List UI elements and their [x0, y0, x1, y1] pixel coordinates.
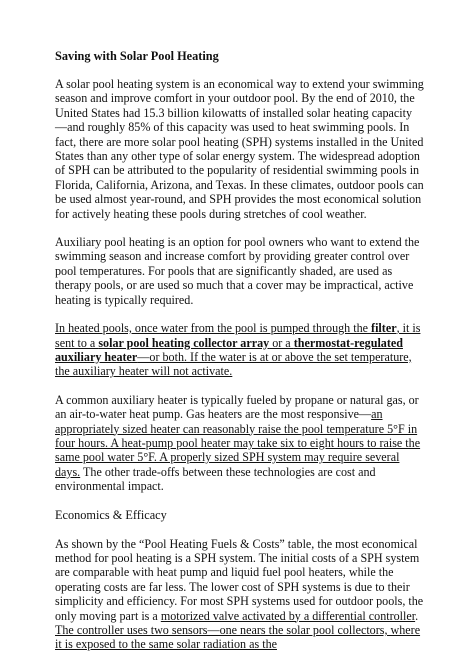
text-span: or a: [269, 335, 294, 350]
text-span: , it is sent to a: [55, 321, 421, 350]
auxiliary-heater-link[interactable]: thermostat-regulated auxiliary heater: [55, 335, 403, 364]
paragraph-gap: [55, 221, 424, 235]
filter-link[interactable]: filter: [371, 321, 397, 336]
text-span: .: [415, 608, 419, 623]
motorized-valve-link[interactable]: motorized valve activated by a differential controller: [160, 608, 416, 623]
paragraph-heater-types: [55, 393, 424, 494]
paragraph-gap: [55, 379, 424, 393]
text-span: In heated pools, once water from the pool is pumped through the: [55, 321, 372, 336]
underlined-text: The controller uses two sensors—one nears the solar pool collectors, where it is exposed to the same solar radiation as the: [55, 623, 421, 652]
paragraph-economics: [55, 537, 424, 652]
paragraph-auxiliary: Auxiliary pool heating is an option for pool owners who want to extend the swimming season and increase comfort by providing greater control over pool temperatures. For pools that are significantly shaded, are used as therapy pools, or are used so much that a cover may be impractical, active heating is typically required.: [55, 235, 420, 307]
paragraph-gap: [55, 523, 424, 537]
section-heading: Economics & Efficacy: [55, 507, 167, 522]
text-span: As shown by the “Pool Heating Fuels & Costs” table, the most economical method for pool heating is a SPH system. The initial costs of a SPH system are comparable with heat pump and liquid fuel pool heaters, while the operating costs are far less. The lower cost of SPH systems is due to their simplicity and efficiency. For most SPH systems used for outdoor pools, the only moving part is a: [55, 536, 424, 623]
text-span: A common auxiliary heater is typically fueled by propane or natural gas, or an air-to-water heat pump. Gas heaters are the most responsive—: [55, 392, 419, 422]
document-title: Saving with Solar Pool Heating: [55, 49, 219, 63]
paragraph-intro: A solar pool heating system is an economical way to extend your swimming season and improve comfort in your outdoor pool. By the end of 2010, the United States had 15.3 billion kilowatts of installed solar heating capacity—and roughly 85% of this capacity was used to heat swimming pools. In fact, there are more solar pool heating (SPH) systems installed in the United States than any other type of solar energy system. The widespread adoption of SPH can be attributed to the popularity of residential swimming pools in Florida, California, Arizona, and Texas. In these climates, outdoor pools can be used almost year-round, and SPH provides the most economical solution for actively heating these pools during stretches of cool weather.: [55, 77, 424, 221]
paragraph-gap: [55, 307, 424, 321]
text-span: The other trade-offs between these technologies are cost and environmental impact.: [55, 464, 376, 494]
paragraph-heated-pools: [55, 321, 424, 379]
text-span: —or both. If the water is at or above the set temperature, the auxiliary heater will not activate.: [55, 349, 412, 379]
paragraph-gap: [55, 494, 424, 508]
underlined-text: an appropriately sized heater can reasonably raise the pool temperature 5°F in four hours. A heat-pump pool heater may take six to eight hours to raise the same pool water 5°F. A properly sized SPH system may require several days.: [55, 407, 421, 479]
solar-collector-link[interactable]: solar pool heating collector array: [98, 335, 270, 350]
